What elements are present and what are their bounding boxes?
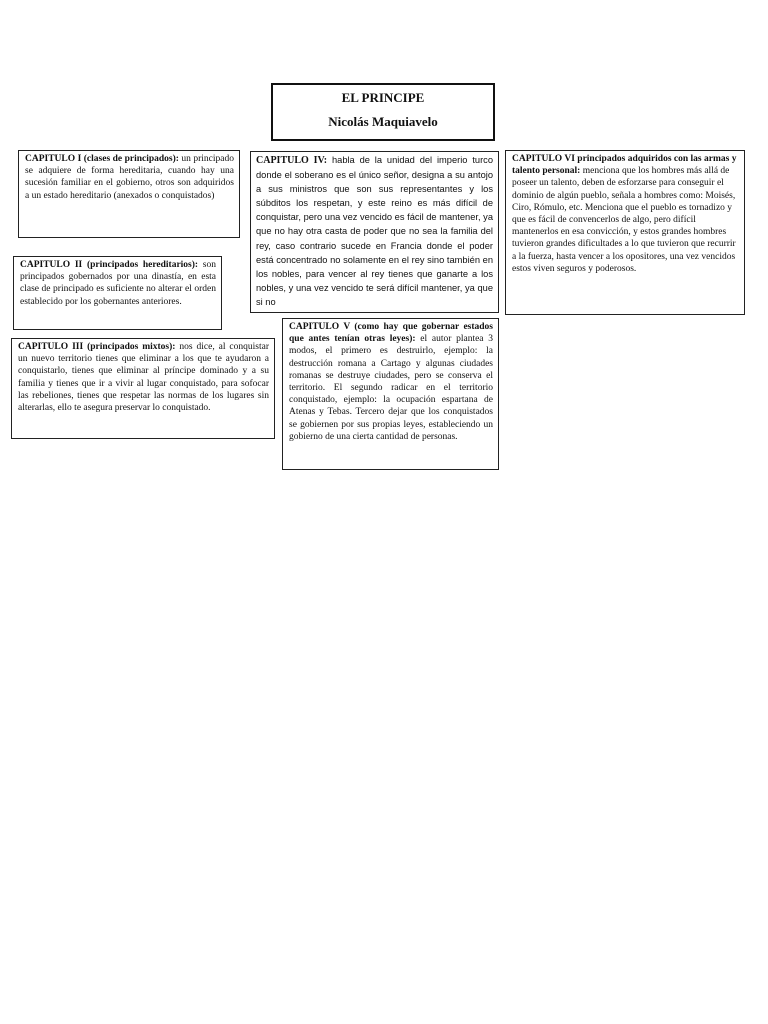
chapter-3-text: nos dice, al conquistar un nuevo territorio tienes que eliminar a los que te ayudaron a conquistarlo, tienes que eliminar al príncipe dominado y a su familia y tienes que ir a vivir al lugar conquistado, para sofocar las rebeliones, tienes que respetar las normas de los lugares sin alterarlas, ello te asegura preservar lo conquistado. [18,342,269,414]
chapter-5-heading: CAPITULO V (como hay que gobernar estados que antes tenían otras leyes): [289,322,493,345]
chapter-3-card [11,338,275,439]
title-box [271,83,495,141]
document-title: EL PRINCIPE [341,90,425,105]
chapter-4-heading: CAPITULO IV: [256,155,328,166]
chapter-1-card [18,150,240,238]
chapter-5-text: el autor plantea 3 modos, el primero es destruirlo, ejemplo: la destrucción romana a Cartago y algunas ciudades romanas se destruye ciudades, pero se conserva el territorio. El segundo radicar en el territorio conquistado, ejemplo: la ocupación espartana de Atenas y Tebas. Tercero dejar que los conquistados se gobiernen por sus propias leyes, estableciendo un gobierno de una cierta cantidad de personas. [289,334,493,442]
chapter-2-card [13,256,222,330]
chapter-4-card [250,151,499,313]
document-author: Nicolás Maquiavelo [328,114,438,129]
chapter-2-heading: CAPITULO II (principados hereditarios): [20,260,199,270]
chapter-6-card [505,150,745,315]
chapter-6-text: menciona que los hombres más allá de poseer un talento, deben de esforzarse para conseguir el dominio de algún pueblo, señala a hombres como: Moisés, Ciro, Rómulo, etc. Menciona que el pueblo es tornadizo y que es fácil de convencerlos de algo, pero difícil mantenerlos en esa convicción, y estos grandes hombres tuvieron grandes dificultades a lo que tuvieron que recurrir a la fuerza, hasta vencer a los opositores, una vez vencidos estos viven seguros y poderosos. [512,166,736,274]
chapter-4-text: habla de la unidad del imperio turco donde el soberano es el único señor, designa a su antojo a sus ministros que son sus representantes y los súbditos los respetan, y este reino es más difícil de conquistar, pero una vez vencido es fácil de mantener, ya que no hay otra casta de poder que no sea la familia del rey, caso contrario sucede en Francia donde el poder está concentrado no solamente en el rey sino también en los nobles, para vencer al rey tienes que ganarte a los nobles, y una vez vencido te será difícil mantener, ya que si no [256,155,493,307]
chapter-2-text: son principados gobernados por una dinastía, en esta clase de principado es suficiente no alterar el orden establecido por los gobernantes anteriores. [20,260,216,307]
chapter-5-card [282,318,499,470]
chapter-1-text: un principado se adquiere de forma hereditaria, cuando hay una sucesión familiar en el gobierno, otros son adquiridos a un estado hereditario (anexados o conquistados) [25,154,234,201]
chapter-1-heading: CAPITULO I (clases de principados): [25,154,179,164]
chapter-6-heading: CAPITULO VI principados adquiridos con las armas y talento personal: [512,154,737,177]
chapter-3-heading: CAPITULO III (principados mixtos): [18,342,176,352]
